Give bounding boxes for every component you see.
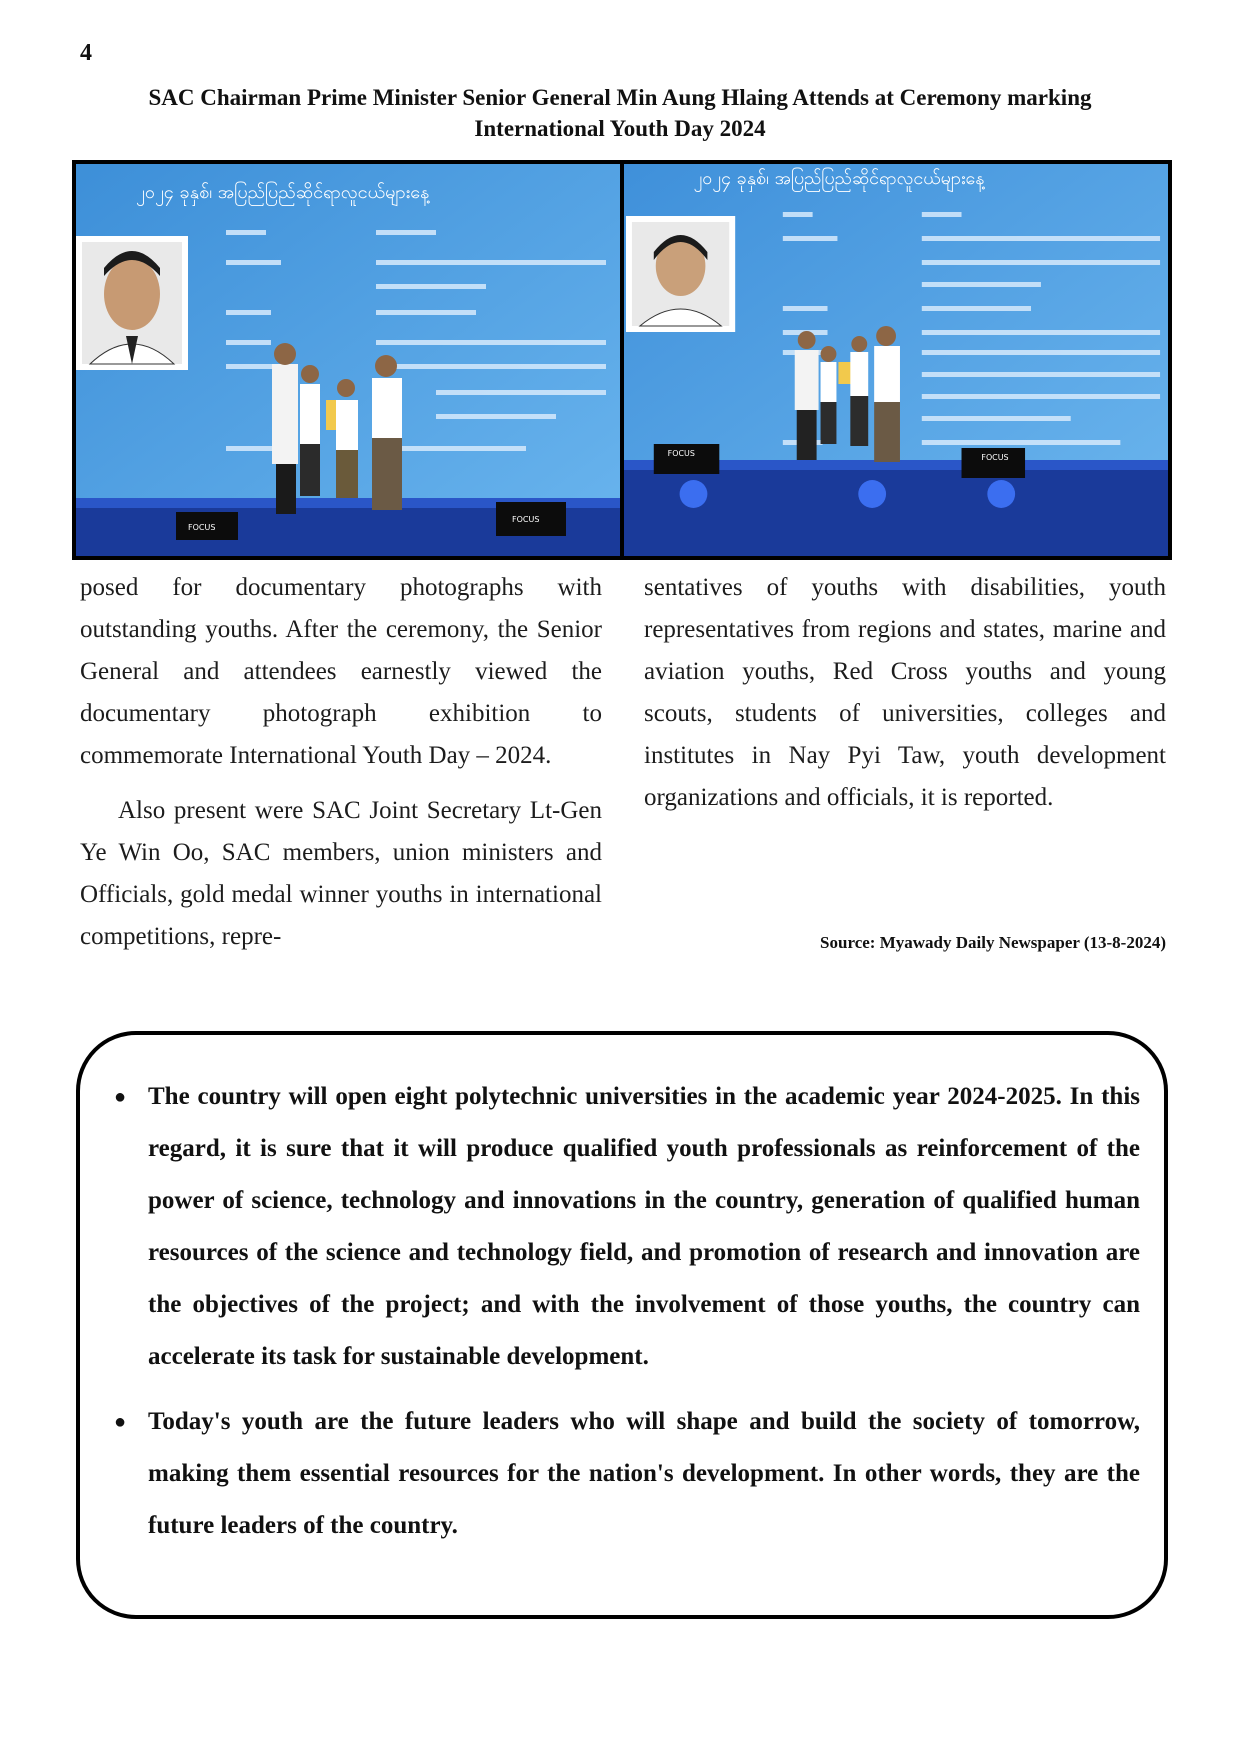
callout-bullet-item [110,1071,1140,1383]
source-citation: Source: Myawady Daily Newspaper (13-8-2024) [820,933,1166,952]
screen-caption: ၂၀၂၄ ခုနှစ်၊ အပြည်ပြည်ဆိုင်ရာလူငယ်များနေ့ [693,167,985,190]
page-number: 4 [80,40,92,66]
ceremony-photo-left-image [76,164,620,556]
article-column-left [80,567,602,958]
article-column-right [644,567,1166,819]
photo-strip [72,160,1172,560]
article-paragraph: posed for documentary photographs with outstanding youths. After the ceremony, the Senior General and attendees earnestly viewed the documentary photograph exhibition to commemorate International Youth Day – 2024. [80,574,602,769]
article-paragraph: sentatives of youths with disabilities, youth representatives from regions and states, marine and aviation youths, Red Cross youths and young scouts, students of universities, colleges and institutes in Nay Pyi Taw, youth development organizations and officials, it is reported. [644,574,1166,811]
ceremony-photo-right [624,164,1168,556]
article-paragraph: Also present were SAC Joint Secretary Lt-Gen Ye Win Oo, SAC members, union ministers and Officials, gold medal winner youths in international competitions, repre- [80,797,602,950]
stage-sign-left: FOCUS [188,523,216,532]
ceremony-photo-left [76,164,624,556]
callout-bullet-text: Today's youth are the future leaders who will shape and build the society of tomorrow, making them essential resources for the nation's development. In other words, they are the future leaders of the country. [148,1408,1140,1539]
callout-bullet-item [110,1396,1140,1552]
bullet-icon: ● [113,1411,127,1433]
ceremony-photo-right-image [624,164,1168,556]
stage-sign-left: FOCUS [667,448,695,459]
stage-sign-right: FOCUS [981,452,1009,463]
key-points-callout [76,1031,1168,1619]
bullet-icon: ● [113,1086,127,1108]
callout-bullet-text: The country will open eight polytechnic universities in the academic year 2024-2025. In this regard, it is sure that it will produce qualified youth professionals as reinforcement of the power of science, technology and innovations in the country, generation of qualified human resources of the science and technology field, and promotion of research and innovation are the objectives of the project; and with the involvement of those youths, the country can accelerate its task for sustainable development. [148,1083,1140,1370]
screen-caption: ၂၀၂၄ ခုနှစ်၊ အပြည်ပြည်ဆိုင်ရာလူငယ်များနေ့ [136,182,430,203]
article-headline: SAC Chairman Prime Minister Senior General Min Aung Hlaing Attends at Ceremony marking International Youth Day 2024 [148,85,1092,141]
stage-sign-right: FOCUS [512,515,540,524]
